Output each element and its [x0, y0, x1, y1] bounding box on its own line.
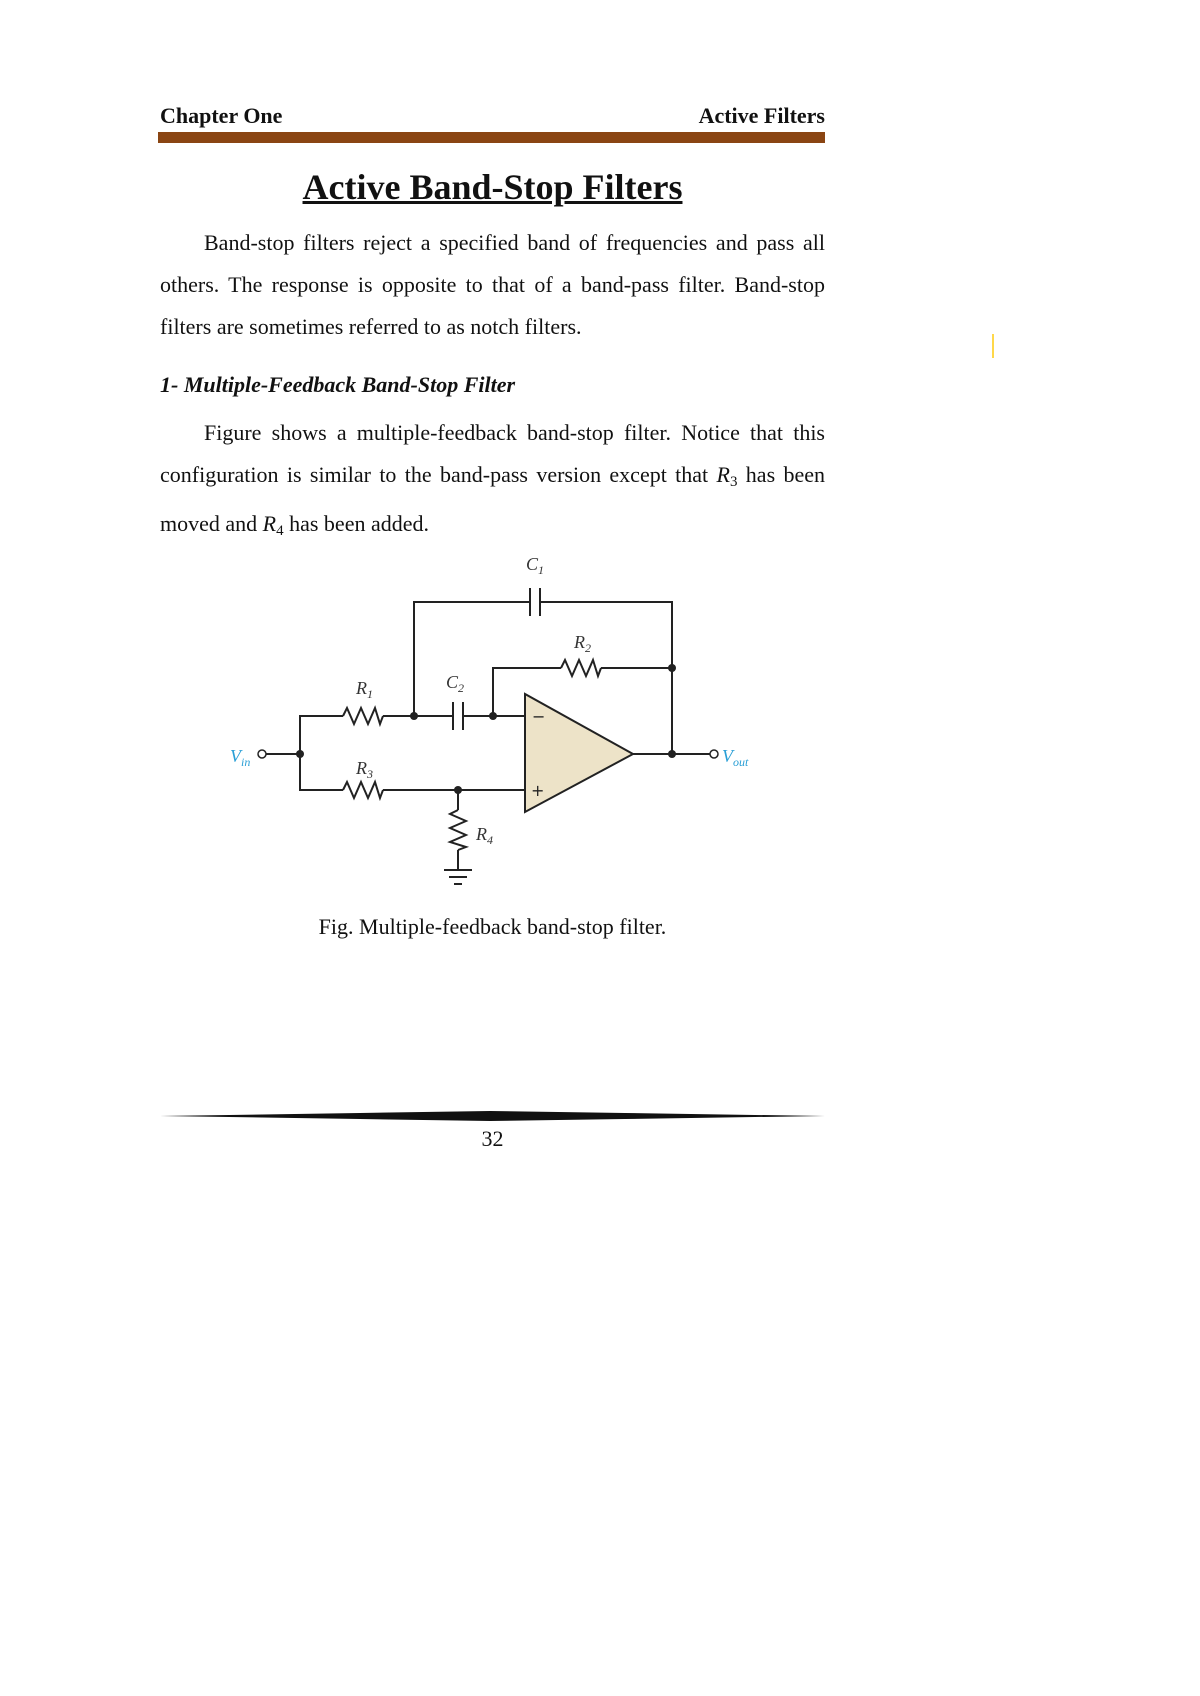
intro-paragraph — [160, 222, 825, 348]
label-c2: $C_2$ — [446, 672, 465, 695]
vin-terminal — [258, 750, 266, 758]
section-label: Active Filters — [698, 103, 825, 128]
circuit-diagram — [220, 548, 780, 908]
op-amp-plus: + — [531, 781, 545, 800]
intro-text: Band-stop filters reject a specified band of frequencies and pass all others. The response is opposite to that of a band-pass filter. Band-stop filters are sometimes referred to as notch filters. — [160, 230, 825, 339]
label-r4: $R_4$ — [476, 824, 493, 847]
ground-icon — [444, 870, 472, 884]
resistor-r2 — [561, 660, 601, 676]
label-c1: $C_1$ — [526, 554, 545, 577]
figure-caption: Fig. Multiple-feedback band-stop filter. — [318, 914, 667, 939]
op-amp-minus: − — [532, 707, 546, 726]
chapter-label: Chapter One — [160, 103, 283, 128]
r3-symbol: R — [716, 462, 730, 487]
r4-symbol: R — [262, 511, 277, 536]
section-paragraph — [160, 412, 825, 552]
resistor-r3 — [343, 782, 383, 798]
circuit-wires — [266, 602, 710, 870]
section-text-a: Figure shows a multiple-feedback band-stop filter. Notice that this configuration is similar to the band-pass version except that — [160, 420, 825, 487]
capacitor-c2 — [453, 702, 463, 730]
label-vout: $V_{out}$ — [722, 746, 749, 769]
vout-terminal — [710, 750, 718, 758]
section-text-c: has been added. — [283, 511, 429, 536]
r3-subscript: 3 — [729, 474, 738, 490]
section-text-b: has been moved and — [160, 462, 826, 536]
label-vin: $V_{in}$ — [230, 746, 251, 769]
capacitor-c1 — [530, 588, 540, 616]
page-number: 32 — [481, 1126, 504, 1151]
r4-subscript: 4 — [276, 523, 284, 539]
junction-dots — [296, 664, 676, 794]
label-r1: $R_1$ — [356, 678, 373, 701]
header-rule — [158, 132, 825, 143]
section-heading: 1- Multiple-Feedback Band-Stop Filter — [160, 372, 516, 397]
resistor-r1 — [343, 708, 383, 724]
footer-rule — [160, 1110, 825, 1122]
page-title: Active Band-Stop Filters — [302, 167, 683, 207]
page-header — [160, 103, 825, 131]
resistor-r4 — [450, 810, 466, 850]
label-r2: $R_2$ — [574, 632, 591, 655]
label-r3: $R_3$ — [356, 758, 373, 781]
cursor-mark — [992, 334, 994, 358]
